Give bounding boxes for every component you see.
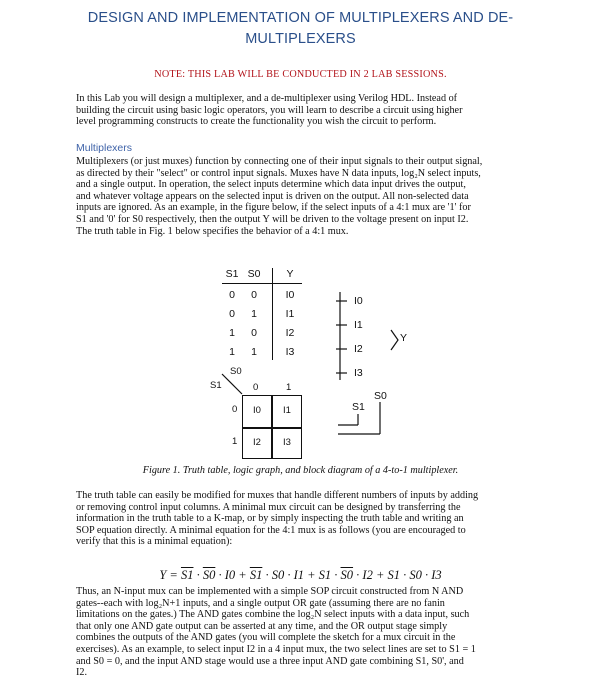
truth-table-header: S1 [225,268,239,280]
section-heading-multiplexers: Multiplexers [76,142,133,154]
mux-paragraph [76,156,536,237]
paragraph-line: combines the outputs of the AND gates (you will complete the sketch for a mux circuit in the [76,632,456,644]
sop-equation [0,568,601,583]
paragraph-line: SOP equation directly. A minimal equation for the 4:1 mux is as follows (you are encouraged to [76,524,466,536]
truth-table-cell: I3 [285,346,295,358]
truth-table-cell: I1 [285,308,295,320]
eq-part: S0 [340,568,354,582]
paragraph-line: information in the truth table to a K-map, or by simply inspecting the truth table and writing an [76,513,464,525]
truth-table-cell: I2 [285,327,295,339]
mux-line: and whatever voltage appears on the selected input is driven on the output. All non-selected data [76,190,469,202]
paragraph-line: gates--each with log₂N+1 inputs, and a single output OR gate (assuming there are no fanin [76,597,445,609]
paragraph-line: I2. [76,667,88,679]
paragraph-line: Thus, an N-input mux can be implemented with a simple SOP circuit constructed from N AND [76,586,464,597]
eq-part: · S0 · I1 + S1 · [262,568,341,582]
mux-line: The truth table in Fig. 1 below specifies the behavior of a 4:1 mux. [76,225,349,237]
k-map-row-label: 0 [232,404,238,415]
mux-line: S1 and '0' for S0 respectively, then the output Y will be driven to the voltage present on input I2. [76,213,469,225]
truth-table-cell: 1 [251,308,257,320]
truth-table-cell: 0 [229,308,235,320]
intro-line: In this Lab you will design a multiplexer, and a de-multiplexer using Verilog HDL. Instead of [76,93,458,104]
k-map-cell: I3 [283,437,291,448]
paragraph-line: that only one AND gate output can be asserted at any time, and the OR output stage simply [76,620,448,632]
mux-line: as directed by their "select" or control input signals. Muxes have N data inputs, log₂N select inputs, [76,167,481,179]
truth-table-cell: I0 [285,289,295,301]
truth-table-cell: 0 [229,289,235,301]
mux-input-label: I0 [354,295,363,307]
k-map-grid [242,395,302,459]
paragraph-line: verify that this is a minimal equation): [76,536,233,548]
intro-line: level programming constructs to create the functionality you wish the circuit to perform. [76,116,437,128]
eq-part: Y = [159,568,181,582]
implementation-paragraph [76,586,536,679]
paragraph-line: and S0 = 0, and the input AND stage would use a three input AND gate combining S1, S0', and [76,655,464,667]
mux-select-label-s0: S0 [374,390,387,402]
mux-line: Multiplexers (or just muxes) function by connecting one of their input signals to their output signal, [76,156,483,167]
paragraph-line: limitations on the gates.) The AND gates combine the log₂N select inputs with a data input, such [76,609,470,621]
k-map-col-var: S0 [230,366,242,377]
eq-part: S1 [249,568,263,582]
eq-part: · I2 + S1 · S0 · I3 [353,568,442,582]
eq-part: S0 [202,568,216,582]
truth-table-cell: 1 [229,346,235,358]
eq-part: S1 [180,568,194,582]
mux-diagram-lines [336,292,426,452]
paragraph-line: or removing control input columns. A minimal mux circuit can be designed by transferring the [76,501,461,513]
truth-table-cell: 0 [251,289,257,301]
k-map-row-var: S1 [210,380,222,391]
eq-part: · I0 + [215,568,250,582]
truth-table-paragraph [76,490,536,548]
k-map-col-label: 0 [253,382,259,393]
k-map-col-label: 1 [286,382,292,393]
mux-input-label: I3 [354,367,363,379]
truth-table-cell: 0 [251,327,257,339]
truth-table-cell: 1 [251,346,257,358]
k-map-cell: I0 [253,405,261,416]
page-title-line-1: DESIGN AND IMPLEMENTATION OF MULTIPLEXERS AND DE- [87,10,514,26]
truth-table-divider [222,283,302,284]
truth-table-cell: 1 [229,327,235,339]
mux-line: inputs are ignored. As an example, in the figure below, if the select inputs of a 4:1 mux are '1' for [76,202,471,214]
page-title [30,8,571,50]
eq-part: · [193,568,203,582]
intro-line: building the circuit using basic logic operators, you will learn to describe a circuit using higher [76,104,463,116]
k-map-row-label: 1 [232,436,238,447]
k-map-cell: I1 [283,405,291,416]
k-map-cell: I2 [253,437,261,448]
mux-input-label: I2 [354,343,363,355]
truth-table-divider [272,268,273,360]
truth-table-header: S0 [247,268,261,280]
truth-table-header: Y [286,268,294,280]
k-map-divider [243,427,301,429]
mux-output-label: Y [400,332,408,344]
paragraph-line: exercises). As an example, to select input I2 in a 4 input mux, the two select lines are set to S1 = 1 [76,643,476,655]
mux-line: and a single output. In operation, the select inputs determine which data input drives the output, [76,179,466,191]
mux-select-label-s1: S1 [352,401,365,413]
figure-caption: Figure 1. Truth table, logic graph, and block diagram of a 4-to-1 multiplexer. [142,465,459,476]
page-title-line-2: MULTIPLEXERS [245,31,356,47]
lab-note: NOTE: THIS LAB WILL BE CONDUCTED IN 2 LAB SESSIONS. [154,69,447,80]
paragraph-line: The truth table can easily be modified for muxes that handle different numbers of inputs by adding [76,490,479,501]
mux-input-label: I1 [354,319,363,331]
intro-paragraph [76,93,536,128]
